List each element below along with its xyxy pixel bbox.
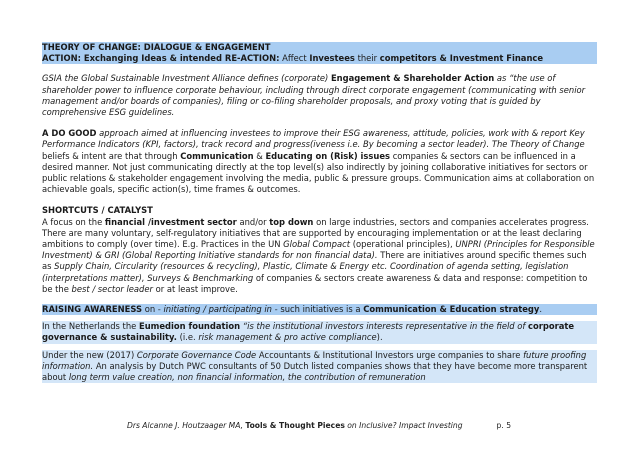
- heading-shortcuts-catalyst: SHORTCUTS / CATALYST: [42, 205, 153, 216]
- paragraph-eumedion: In the Netherlands the Eumedion foundation “is the institutional investors interests representative in the field of corporate governance & sustainability. (i.e. risk management & pro active compliance).: [42, 321, 597, 343]
- section-subtitle-action: ACTION: Exchanging Ideas & intended RE-ACTION: Affect Investees their competitors & Investment Finance: [42, 53, 597, 64]
- paragraph-gsia-definition: GSIA the Global Sustainable Investment Alliance defines (corporate) Engagement & Shareholder Action as “the use of shareholder power to influence corporate behaviour, including through direct corporate engagement (communicating with senior management and/or boards of companies), filing or co-filing shareholder proposals, and proxy voting that is guided by comprehensive ESG guidelines.: [42, 73, 586, 118]
- header-line-1: THEORY OF CHANGE: DIALOGUE & ENGAGEMENT: [42, 42, 271, 52]
- paragraph-do-good: A DO GOOD approach aimed at influencing investees to improve their ESG awareness, attitude, policies, work with & report Key Performance Indicators (KPI, factors), track record and progress(iveness i.e. By becoming a sector leader). The Theory of Change beliefs & intent are that through Communication & Educating on (Risk) issues companies & sectors can be influenced in a desired manner. Not just communicating directly at the top level(s) also indirectly by joining collaborative initiatives for sectors or public relations & stakeholder engagement involving the media, public & pressure groups. Communication aims at collaboration on achievable goals, specific action(s), time frames & outcomes.: [42, 128, 595, 195]
- section-title-theory-of-change: [42, 42, 597, 53]
- page-number: p. 5: [496, 421, 512, 430]
- paragraph-shortcuts: A focus on the financial /investment sector and/or top down on large industries, sectors and companies accelerates progress. There are many voluntary, self-regulatory initiatives that are supported by encouraging implementation or at the least declaring ambitions to comply (over time). E.g. Practices in the UN Global Compact (operational principles), UNPRI (Principles for Responsible Investment) & GRI (Global Reporting Initiative standards for non financial data). There are initiatives around specific themes such as Supply Chain, Circularity (resources & recycling), Plastic, Climate & Energy etc. Coordination of agenda setting, legislation (interpretations matter), Surveys & Benchmarking of companies & sectors create awareness & data and response: competition to be the best / sector leader or at least improve.: [42, 216, 595, 294]
- footer-author: Drs Alcanne J. Houtzaager MA,: [126, 421, 246, 430]
- paragraph-governance-code: Under the new (2017) Corporate Governance Code Accountants & Institutional Investors urge companies to share future proofing information. An analysis by Dutch PWC consultants of 50 Dutch listed companies shows that they have become more transparent about long term value creation, non financial information, the contribution of remuneration: [42, 350, 597, 384]
- page-footer: [0, 421, 638, 430]
- raising-awareness-banner: RAISING AWARENESS on - initiating / participating in - such initiatives is a Communication & Education strategy.: [42, 304, 597, 315]
- footer-subtitle: on Inclusive? Impact Investing: [344, 421, 463, 430]
- footer-title: Tools & Thought Pieces: [245, 421, 345, 430]
- document-page: [42, 42, 597, 383]
